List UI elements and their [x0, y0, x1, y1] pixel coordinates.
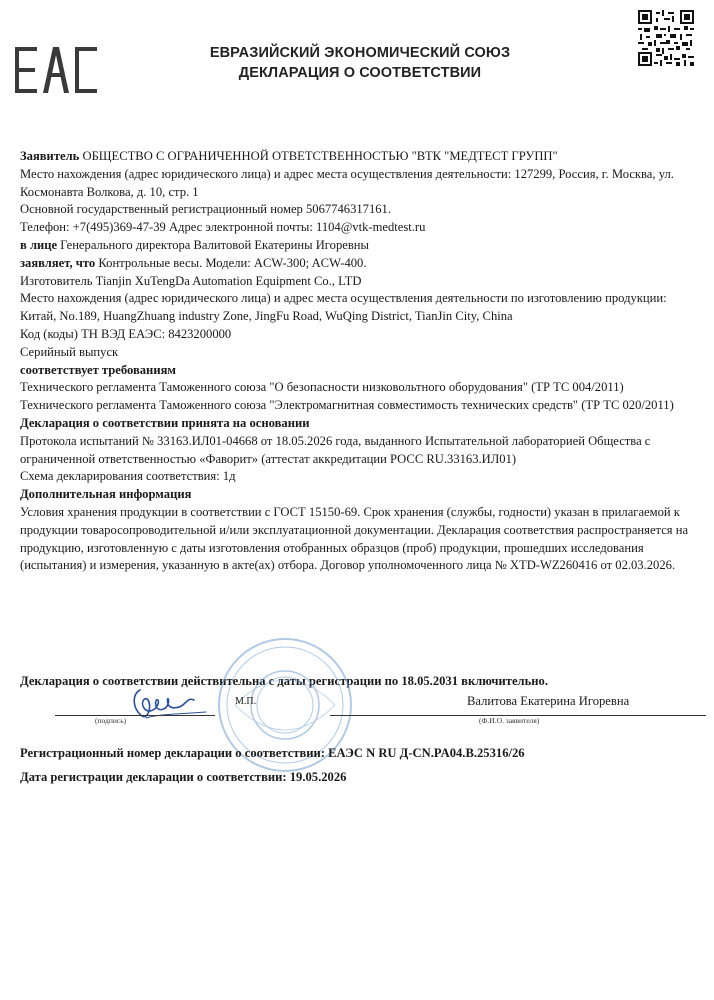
header-declaration-title: ДЕКЛАРАЦИЯ О СООТВЕТСТВИИ — [238, 65, 482, 81]
person-name: Генерального директора Валитовой Екатерины Игоревны — [60, 237, 369, 252]
product-description: Контрольные весы. Модели: ACW-300; ACW-400. — [98, 255, 367, 270]
handwritten-signature — [110, 686, 220, 722]
declares-label: заявляет, что — [20, 255, 96, 270]
registration-date: Дата регистрации декларации о соответствии: 19.05.2026 — [20, 770, 347, 784]
stamp-place-mark: М.П. — [235, 696, 257, 707]
manufacturer: Изготовитель Tianjin XuTengDa Automation Equipment Co., LTD — [20, 273, 362, 288]
additional-label: Дополнительная информация — [20, 487, 192, 502]
registration-number: Регистрационный номер декларации о соответствии: ЕАЭС N RU Д-CN.PA04.B.25316/26 — [20, 746, 525, 760]
additional-text: Условия хранения продукции в соответствии с ГОСТ 15150-69. Срок хранения (службы, годности) указан в прилагаемой к продукции товаросопроводительной и/или эксплуатационной документации. Декларация соответствия распространяется на продукцию, изготовленную с даты изготовления отобранных образцов (проб) продукции, прошедших исследования (испытания) и измерения, указанную в акте(ах) отбора. Договор уполномоченного лица № XTD-WZ260416 от 02.03.2026. — [20, 504, 689, 573]
header-union-title: ЕВРАЗИЙСКИЙ ЭКОНОМИЧЕСКИЙ СОЮЗ — [209, 45, 511, 61]
applicant-label: Заявитель — [20, 149, 80, 163]
requirement-item-2: Технического регламента Таможенного союза "Электромагнитная совместимость технических средств" (ТР ТС 020/2011) — [20, 398, 674, 413]
declaration-scheme: Схема декларирования соответствия: 1д — [20, 469, 236, 484]
name-caption: (Ф.И.О. заявителя) — [479, 716, 540, 725]
signature-caption: (подпись) — [95, 716, 127, 725]
person-line — [20, 237, 700, 255]
tn-ved-code: Код (коды) ТН ВЭД ЕАЭС: 8423200000 — [20, 326, 232, 341]
declaration-body — [20, 148, 700, 575]
requirements-label: соответствует требованиям — [20, 362, 176, 377]
manufacturer-address: Место нахождения (адрес юридического лица) и адрес места осуществления деятельности по изготовлению продукции: Китай, No.189, HuangZhuang industry Zone, JingFu Road, WuQing District, TianJin City, China — [20, 291, 667, 324]
person-label: в лице — [20, 237, 58, 252]
applicant-line — [20, 148, 700, 166]
qr-code-icon — [638, 10, 694, 66]
basis-label: Декларация о соответствии принята на основании — [20, 415, 310, 430]
applicant-address: Место нахождения (адрес юридического лица) и адрес места осуществления деятельности: 127299, Россия, г. Москва, ул. Космонавта Волкова, д. 10, стр. 1 — [20, 166, 674, 199]
signature-line — [55, 715, 215, 716]
signatory-name: Валитова Екатерина Игоревна — [467, 694, 630, 708]
declares-line — [20, 255, 700, 273]
series-type: Серийный выпуск — [20, 344, 119, 359]
applicant-reg-number: Основной государственный регистрационный номер 5067746317161. — [20, 202, 391, 217]
applicant-contacts: Телефон: +7(495)369-47-39 Адрес электронной почты: 1104@vtk-medtest.ru — [20, 220, 426, 235]
requirement-item-1: Технического регламента Таможенного союза "О безопасности низковольтного оборудования" (ТР ТС 004/2011) — [20, 380, 624, 395]
eac-logo — [13, 45, 101, 95]
validity-statement: Декларация о соответствии действительна с даты регистрации по 18.05.2031 включительно. — [20, 674, 548, 688]
basis-text: Протокола испытаний № 33163.ИЛ01-04668 от 18.05.2026 года, выданного Испытательной лабораторией Общества с ограниченной ответственностью «Фаворит» (аттестат аккредитации РОСС RU.33163.ИЛ01) — [20, 433, 651, 466]
applicant-name: ОБЩЕСТВО С ОГРАНИЧЕННОЙ ОТВЕТСТВЕННОСТЬЮ "ВТК "МЕДТЕСТ ГРУПП" — [82, 149, 558, 163]
